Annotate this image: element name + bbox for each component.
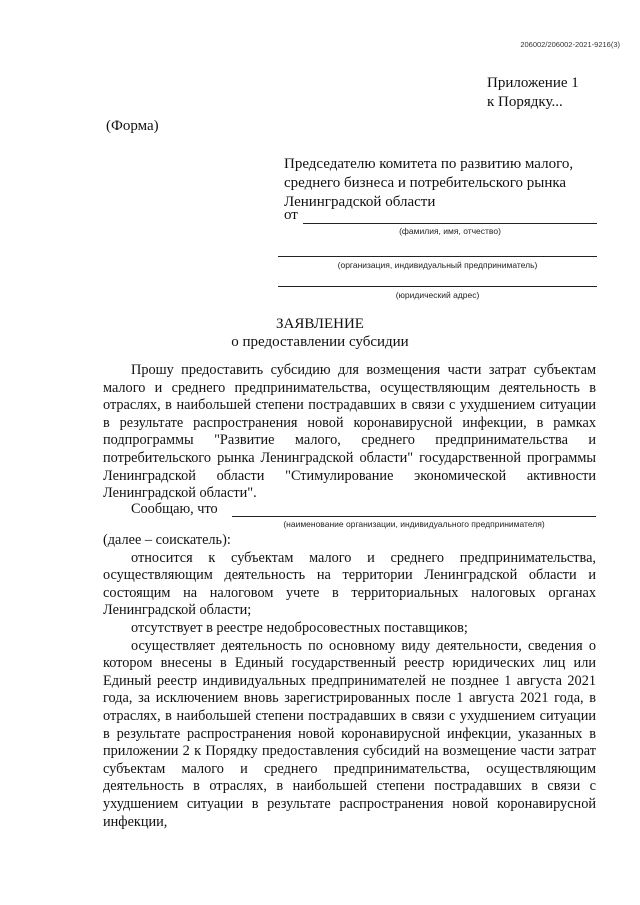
list-item: относится к субъектам малого и среднего предпринимательства, осуществляющим деятельность на территории Ленинградской области и состоящим на налоговом учете в территориальных налоговых органах Ленинградской области;: [103, 549, 596, 619]
addressee-line-1: Председателю комитета по развитию малого,: [284, 156, 574, 172]
document-id: 206002/206002-2021-9216(3): [520, 40, 620, 49]
fio-caption: (фамилия, имя, отчество): [399, 226, 501, 236]
document-title: ЗАЯВЛЕНИЕ: [276, 316, 364, 332]
applicant-name-input-line[interactable]: [232, 516, 596, 517]
appendix-reference: [487, 74, 579, 112]
list-item: отсутствует в реестре недобросовестных поставщиков;: [131, 619, 468, 636]
address-caption: (юридический адрес): [395, 290, 480, 300]
list-item: осуществляет деятельность по основному виду деятельности, сведения о котором внесены в Единый государственный реестр юридических лиц или Единый реестр индивидуальных предпринимателей не позднее 1 августа 2021 года, за исключением вновь зарегистрированных после 1 августа 2021 года, в отраслях, в наибольшей степени пострадавших в связи с ухудшением ситуации в результате распространения новой коронавирусной инфекции, указанных в приложении 2 к Порядку предоставления субсидий на возмещение части затрат субъектам малого и среднего предпринимательства, осуществляющим деятельность в отраслях, в наибольшей степени пострадавших в связи с ухудшением ситуации в результате распространения новой коронавирусной инфекции,: [103, 637, 596, 830]
applicant-name-caption: (наименование организации, индивидуального предпринимателя): [283, 519, 545, 529]
fio-input-line[interactable]: [303, 223, 597, 224]
conditions-list: [103, 532, 596, 831]
addressee-line-2: среднего бизнеса и потребительского рынка: [284, 175, 567, 191]
addressee-block: [284, 155, 573, 212]
addressee-line-3: Ленинградской области: [284, 194, 436, 210]
appendix-line-2: к Порядку...: [487, 94, 563, 110]
form-label: (Форма): [106, 118, 159, 134]
request-paragraph: Прошу предоставить субсидию для возмещения части затрат субъектам малого и среднего предпринимательства, осуществляющим деятельность в отраслях, в наибольшей степени пострадавших в связи с ухудшением ситуации в результате распространения новой коронавирусной инфекции, в рамках подпрограммы "Развитие малого, среднего предпринимательства и потребительского рынка Ленинградской области" государственной программы Ленинградской области "Стимулирование экономической активности Ленинградской области".: [103, 362, 596, 502]
from-label: от: [284, 207, 298, 223]
report-label: Сообщаю, что: [131, 501, 218, 517]
address-input-line[interactable]: [278, 286, 597, 287]
document-subtitle: о предоставлении субсидии: [231, 334, 409, 350]
organization-input-line[interactable]: [278, 256, 597, 257]
appendix-line-1: Приложение 1: [487, 75, 579, 91]
organization-caption: (организация, индивидуальный предприниматель): [337, 260, 538, 270]
list-item: (далее – соискатель):: [103, 532, 231, 548]
